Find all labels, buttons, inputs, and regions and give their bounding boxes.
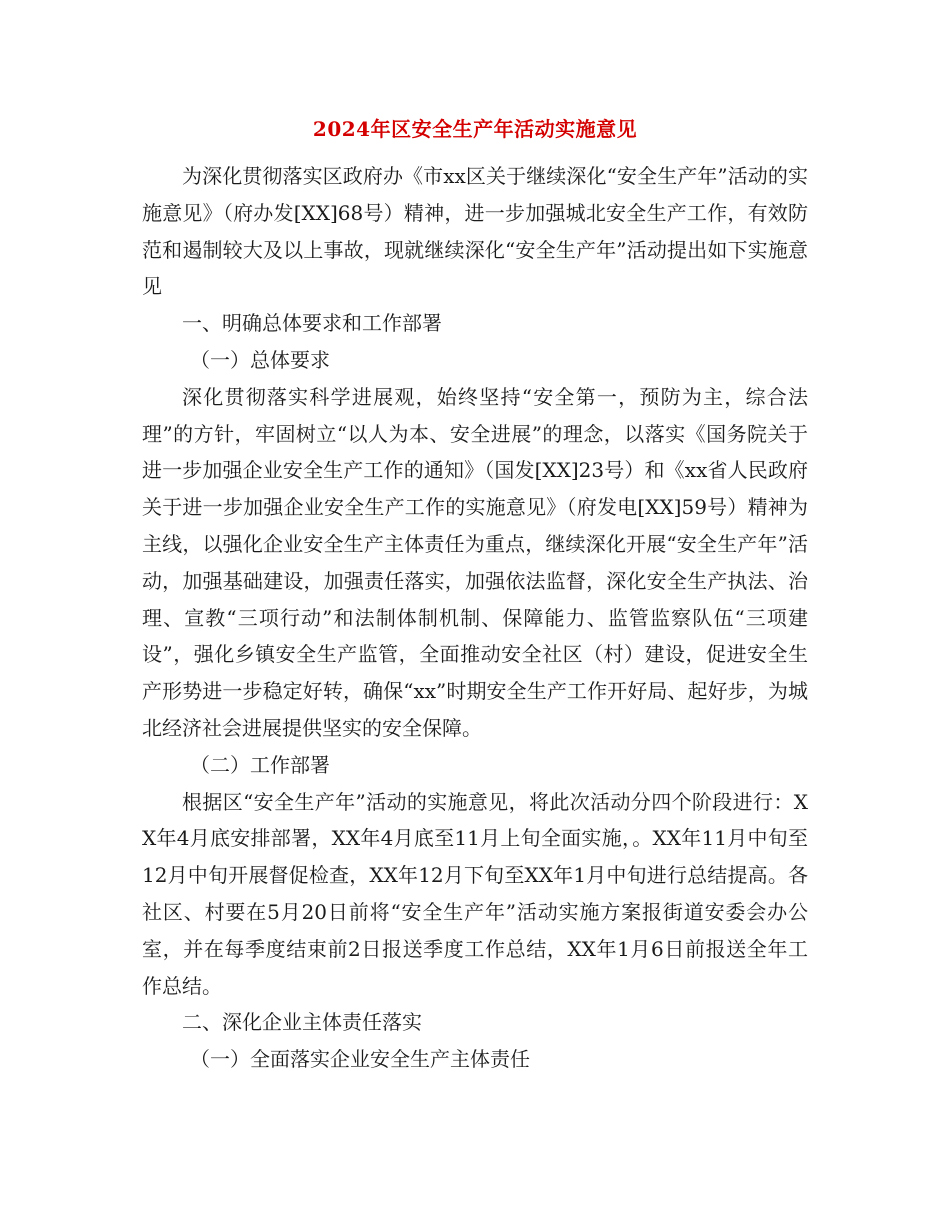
subsection-heading-1-2: （二）工作部署 [190, 752, 330, 777]
subsection-heading-2-1: （一）全面落实企业安全生产主体责任 [190, 1047, 530, 1072]
section-heading-2: 二、深化企业主体责任落实 [182, 1010, 422, 1035]
section-heading-1: 一、明确总体要求和工作部署 [182, 311, 442, 336]
body-paragraph-requirements: 深化贯彻落实科学进展观，始终坚持“安全第一，预防为主，综合法理”的方针，牢固树立“以人为本、安全进展”的理念，以落实《国务院关于进一步加强企业安全生产工作的通知》（国发[XX]23号）和《xx省人民政府关于进一步加强企业安全生产工作的实施意见》（府发电[XX]59号）精神为主线，以强化企业安全生产主体责任为重点，继续深化开展“安全生产年”活动，加强基础建设，加强责任落实，加强依法监督，深化安全生产执法、治理、宣教“三项行动”和法制体制机制、保障能力、监管监察队伍“三项建设”，强化乡镇安全生产监管，全面推动安全社区（村）建设，促进安全生产形势进一步稳定好转，确保“xx”时期安全生产工作开好局、起好步，为城北经济社会进展提供坚实的安全保障。 [142, 384, 808, 740]
body-paragraph-deployment: 根据区“安全生产年”活动的实施意见，将此次活动分四个阶段进行：XX年4月底安排部署，XX年4月底至11月上旬全面实施，。XX年11月中旬至12月中旬开展督促检查，XX年12月下旬至XX年1月中旬进行总结提高。各社区、村要在5月20日前将“安全生产年”活动实施方案报街道安委会办公室，并在每季度结束前2日报送季度工作总结，XX年1月6日前报送全年工作总结。 [142, 789, 808, 998]
intro-paragraph: 为深化贯彻落实区政府办《市xx区关于继续深化“安全生产年”活动的实施意见》（府办发[XX]68号）精神，进一步加强城北安全生产工作，有效防范和遏制较大及以上事故，现就继续深化“安全生产年”活动提出如下实施意见 [142, 164, 808, 299]
page-title: 2024年区安全生产年活动实施意见 [312, 117, 638, 141]
subsection-heading-1-1: （一）总体要求 [190, 347, 330, 372]
